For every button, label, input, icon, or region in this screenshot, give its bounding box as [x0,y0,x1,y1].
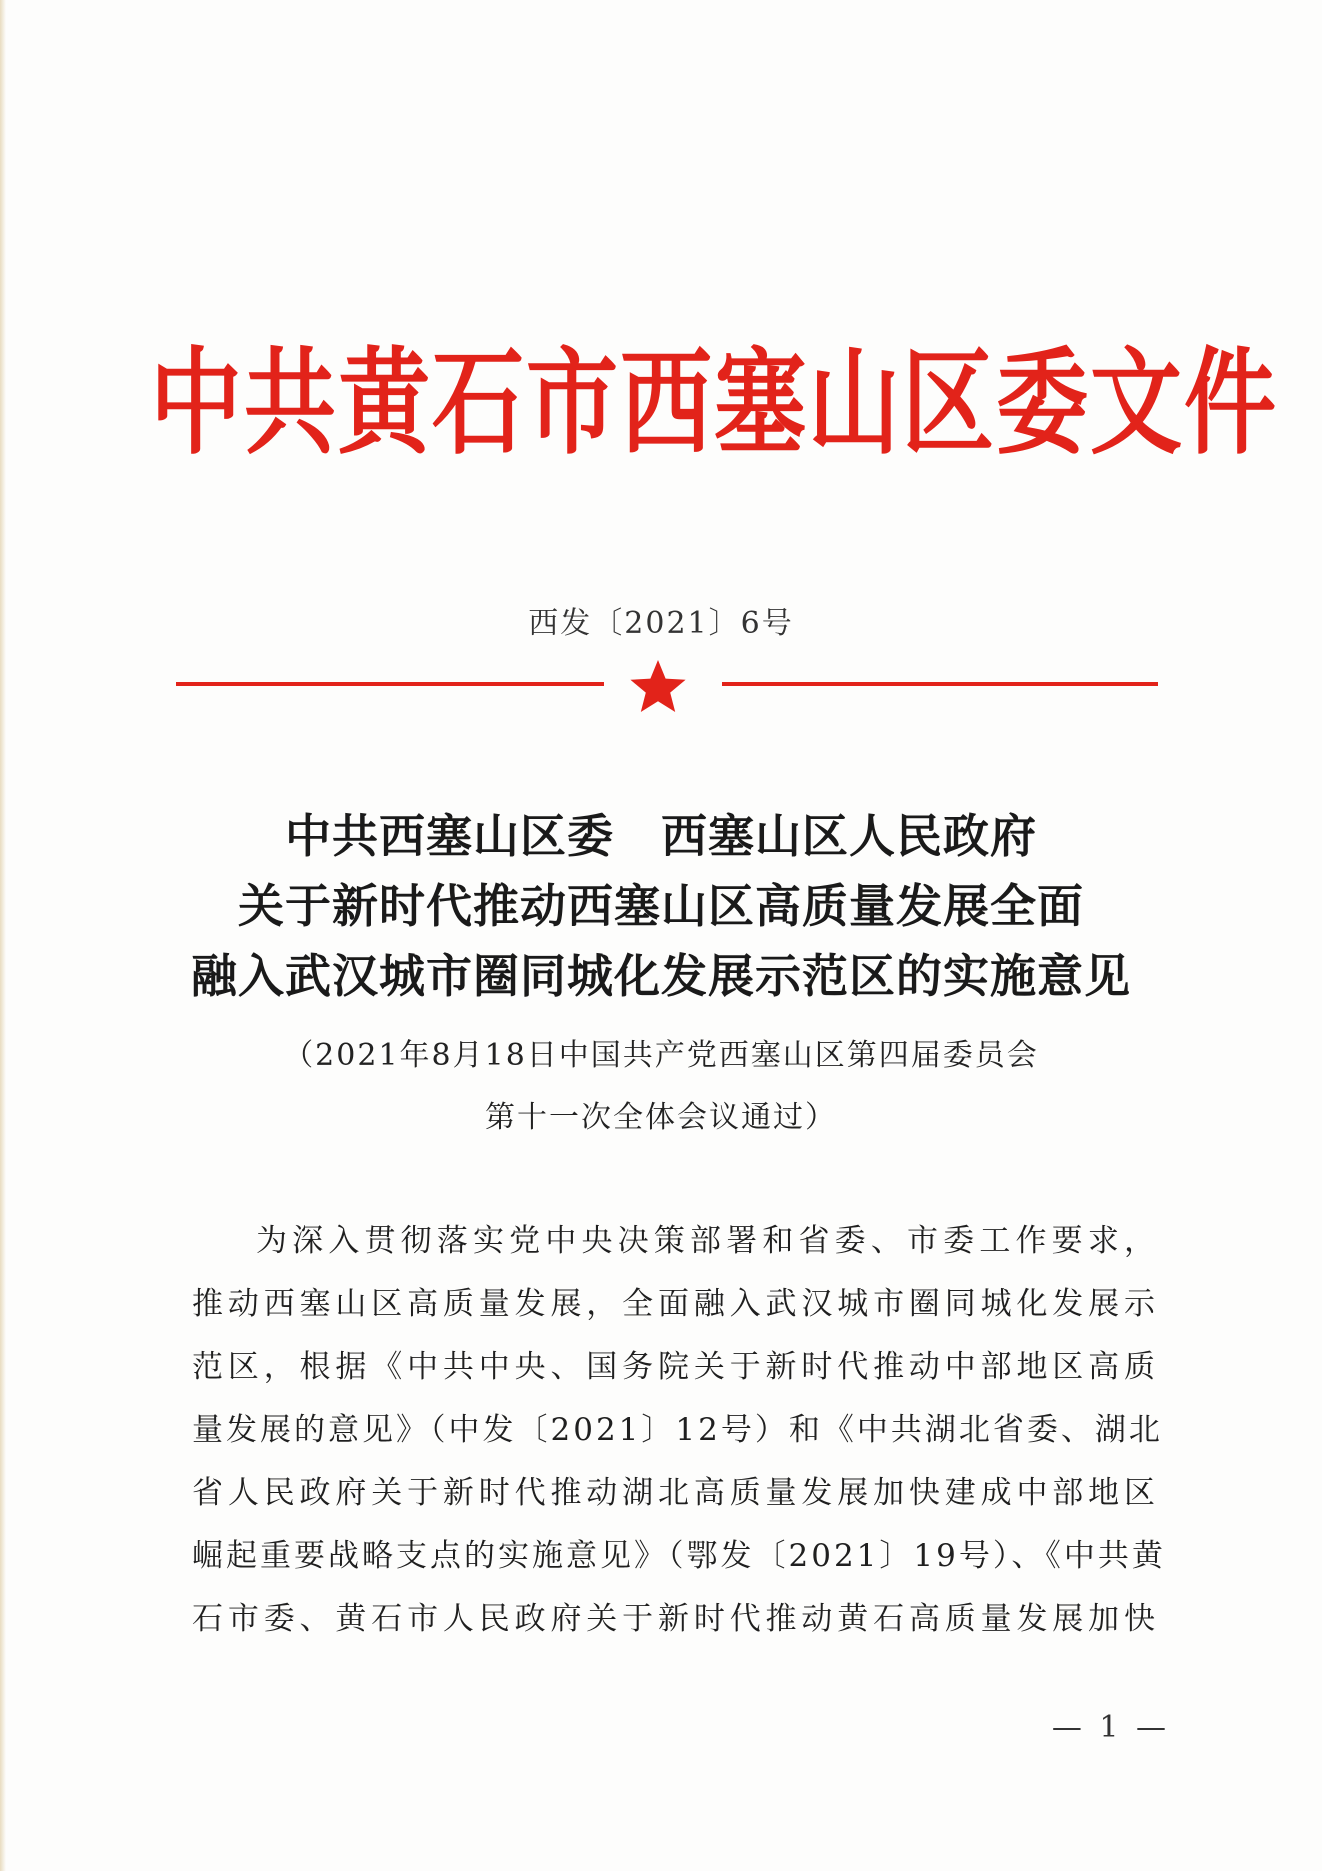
red-star-icon [628,656,688,716]
document-number: 西发〔2021〕6号 [528,606,794,641]
subtitle-line-2: 第十一次全体会议通过） [485,1100,837,1135]
separator-line-right [722,682,1158,686]
body-line: 量发展的意见》（中发〔2021〕12号）和《中共湖北省委、湖北 [192,1412,1163,1448]
body-line: 崛起重要战略支点的实施意见》（鄂发〔2021〕19号）、《中共黄 [192,1538,1166,1574]
body-paragraph [192,1210,1166,1651]
red-header-title: 中共黄石市西塞山区委文件 [150,335,1279,470]
red-separator [176,662,1158,712]
body-line: 为深入贯彻落实党中央决策部署和省委、市委工作要求， [256,1223,1158,1259]
separator-line-left [176,682,604,686]
body-line: 省人民政府关于新时代推动湖北高质量发展加快建成中部地区 [192,1475,1158,1511]
subtitle-line-1: （2021年8月18日中国共产党西塞山区第四届委员会 [283,1038,1039,1073]
main-title-line-3: 融入武汉城市圈同城化发展示范区的实施意见 [191,949,1131,1003]
body-line: 推动西塞山区高质量发展，全面融入武汉城市圈同城化发展示 [192,1286,1158,1322]
main-title-line-2: 关于新时代推动西塞山区高质量发展全面 [238,879,1084,933]
body-line: 石市委、黄石市人民政府关于新时代推动黄石高质量发展加快 [192,1601,1158,1637]
body-line: 范区，根据《中共中央、国务院关于新时代推动中部地区高质 [192,1349,1158,1385]
page-number: — 1 — [1051,1710,1170,1745]
main-title-line-1: 中共西塞山区委 西塞山区人民政府 [285,809,1037,863]
